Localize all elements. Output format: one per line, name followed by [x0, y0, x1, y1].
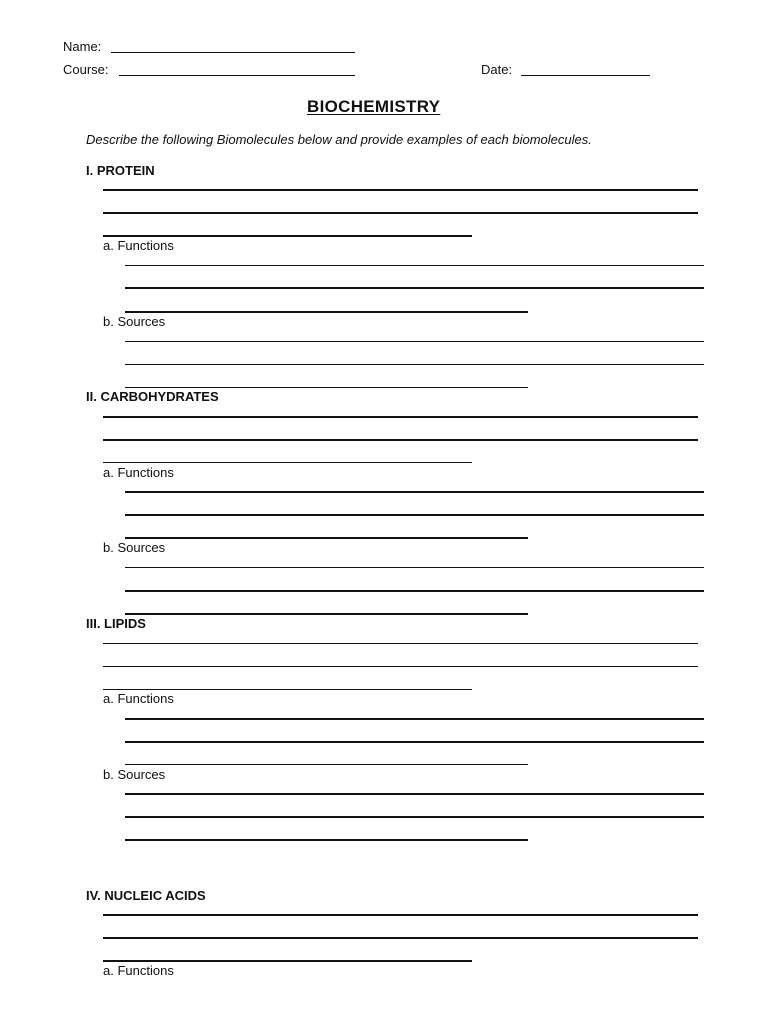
answer-line[interactable] [125, 265, 704, 266]
answer-line[interactable] [103, 416, 698, 418]
answer-line[interactable] [125, 793, 704, 795]
answer-line[interactable] [125, 364, 704, 365]
answer-line[interactable] [125, 839, 528, 841]
name-field[interactable] [111, 52, 355, 53]
answer-line[interactable] [125, 741, 704, 743]
answer-line[interactable] [125, 491, 704, 493]
answer-line[interactable] [125, 816, 704, 818]
instructions: Describe the following Biomolecules below and provide examples of each biomolecules. [86, 132, 592, 147]
section-heading-protein: I. PROTEIN [86, 163, 155, 178]
sources-label: b. Sources [103, 767, 166, 782]
answer-line[interactable] [103, 189, 698, 191]
answer-line[interactable] [125, 387, 528, 388]
course-label: Course: [63, 62, 109, 77]
functions-label: a. Functions [103, 691, 174, 706]
answer-line[interactable] [125, 311, 528, 313]
answer-line[interactable] [125, 613, 528, 615]
answer-line[interactable] [103, 689, 472, 690]
date-field[interactable] [521, 75, 650, 76]
answer-line[interactable] [125, 590, 704, 592]
answer-line[interactable] [103, 439, 698, 441]
functions-label: a. Functions [103, 465, 174, 480]
answer-line[interactable] [103, 937, 698, 939]
functions-label: a. Functions [103, 238, 174, 253]
page-title: BIOCHEMISTRY [307, 97, 441, 116]
answer-line[interactable] [103, 643, 698, 644]
answer-line[interactable] [103, 212, 698, 214]
date-label: Date: [481, 62, 513, 77]
course-field[interactable] [119, 75, 355, 76]
answer-line[interactable] [103, 914, 698, 916]
answer-line[interactable] [125, 537, 528, 539]
answer-line[interactable] [125, 287, 704, 289]
name-label: Name: [63, 39, 102, 54]
section-heading-lipids: III. LIPIDS [86, 616, 146, 631]
sources-label: b. Sources [103, 314, 166, 329]
section-heading-carbohydrates: II. CARBOHYDRATES [86, 389, 219, 404]
section-heading-nucleic-acids: IV. NUCLEIC ACIDS [86, 888, 206, 903]
answer-line[interactable] [125, 514, 704, 516]
answer-line[interactable] [103, 666, 698, 667]
answer-line[interactable] [125, 764, 528, 765]
answer-line[interactable] [125, 718, 704, 720]
answer-line[interactable] [125, 567, 704, 568]
answer-line[interactable] [103, 960, 472, 962]
answer-line[interactable] [103, 235, 472, 237]
functions-label: a. Functions [103, 963, 174, 978]
sources-label: b. Sources [103, 540, 166, 555]
answer-line[interactable] [125, 341, 704, 342]
answer-line[interactable] [103, 462, 472, 463]
